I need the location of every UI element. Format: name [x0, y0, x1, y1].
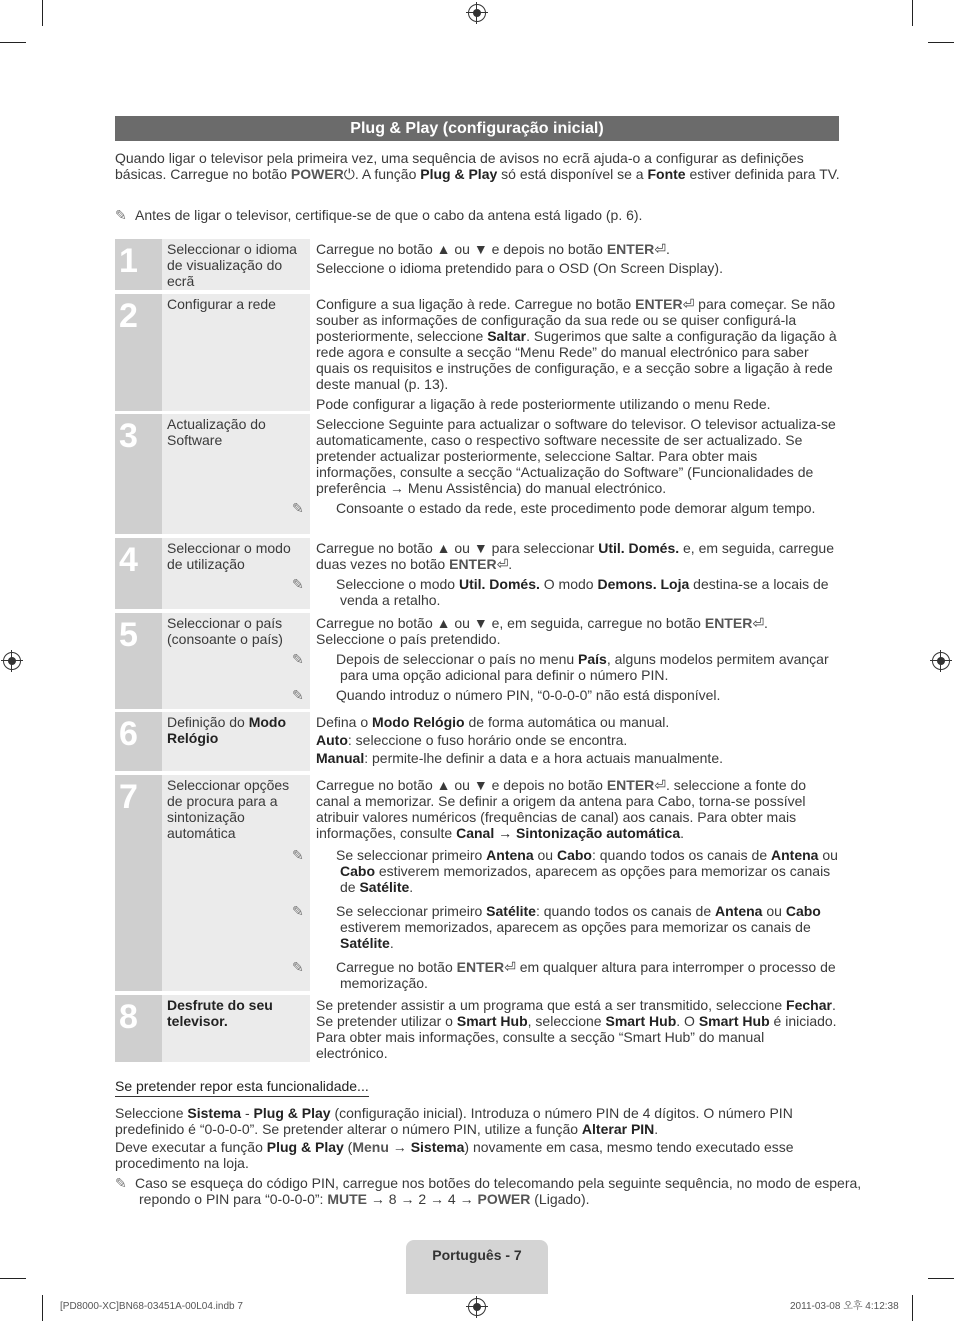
step-4: [115, 538, 839, 609]
step-description: [316, 712, 839, 766]
enter-label: ENTER: [606, 777, 655, 793]
note-text: ou: [533, 847, 557, 863]
desc-text: e, em seguida, carregue duas vezes no botão: [316, 540, 834, 572]
plug-play-label: Plug & Play: [266, 1139, 344, 1155]
desc-text: Seleccione Seguinte para actualizar o software do televisor. O televisor actualiza-se automaticamente, caso o respectivo software necessite de ser actualizado. Se pretender actualizar posteriormente, seleccione Saltar. Para obter mais informações, consulte a secção “Actualização do Software” (Funcionalidades de preferência → Menu Assistência) do manual electrónico.: [316, 416, 836, 496]
desc-text: Pode configurar a ligação à rede posteriormente utilizando o menu Rede.: [316, 396, 771, 412]
step-description: [316, 995, 839, 1061]
note-text: : quando todos os canais de: [591, 847, 772, 863]
step-label: Configurar a rede: [162, 294, 310, 411]
desc-text: Seleccione o idioma pretendido para o OSD (On Screen Display).: [316, 260, 723, 276]
cabo-label: Cabo: [785, 903, 821, 919]
pencil-icon: ✎: [115, 1175, 127, 1191]
smart-hub-label: Smart Hub: [698, 1013, 770, 1029]
satelite-label: Satélite: [486, 903, 536, 919]
desc-text: Configure a sua ligação à rede. Carregue no botão: [316, 296, 636, 312]
intro-note: [115, 207, 840, 223]
antena-label: Antena: [486, 847, 534, 863]
desc-text: , seleccione: [527, 1013, 606, 1029]
antena-label: Antena: [715, 903, 763, 919]
crop-mark: [42, 0, 43, 26]
reset-text: (: [343, 1139, 353, 1155]
desc-text: . Seleccione o país pretendido.: [316, 615, 768, 647]
enter-icon: ⏎: [654, 241, 666, 257]
reset-text: →: [388, 1139, 411, 1155]
enter-icon: ⏎: [504, 959, 516, 975]
step-number: 2: [115, 294, 162, 411]
manual-label: Manual: [316, 750, 365, 766]
note-text: ou: [762, 903, 786, 919]
note-text: O modo: [539, 576, 598, 592]
step-label: Desfrute do seu televisor.: [162, 995, 310, 1062]
pencil-icon: ✎: [115, 207, 127, 223]
desc-text: .: [666, 241, 670, 257]
mute-label: MUTE: [327, 1191, 367, 1207]
step-number: 5: [115, 613, 162, 709]
modo-relogio-label: Modo Relógio: [167, 714, 287, 746]
desc-text: Carregue no botão ▲ ou ▼ e depois no botão: [316, 777, 607, 793]
desc-text: Carregue no botão ▲ ou ▼ e, em seguida, carregue no botão: [316, 615, 705, 631]
smart-hub-label: Smart Hub: [605, 1013, 677, 1029]
cabo-label: Cabo: [340, 863, 375, 879]
registration-mark-icon: [468, 4, 486, 22]
note-text: Quando introduz o número PIN, “0-0-0-0” não está disponível.: [336, 687, 721, 703]
step-number: 8: [115, 995, 162, 1062]
registration-mark-icon: [3, 652, 21, 670]
power-icon: ⏻: [343, 166, 355, 182]
crop-mark: [42, 1295, 43, 1321]
note-text: Se seleccionar primeiro: [336, 847, 487, 863]
smart-hub-label: Smart Hub: [456, 1013, 528, 1029]
note-text: Carregue no botão: [336, 959, 457, 975]
plug-play-label: Plug & Play: [253, 1105, 331, 1121]
reset-note-text: (Ligado).: [530, 1191, 590, 1207]
pencil-icon: ✎: [292, 847, 304, 863]
step-number: 6: [115, 712, 162, 771]
step-number: 3: [115, 414, 162, 534]
note-text: : quando todos os canais de: [535, 903, 716, 919]
menu-label: Menu: [352, 1139, 389, 1155]
pencil-icon: ✎: [292, 959, 304, 975]
canal-label: Canal → Sintonização automática: [456, 825, 681, 841]
step-1: [115, 239, 839, 290]
step-number: 4: [115, 538, 162, 609]
crop-mark: [912, 1295, 913, 1321]
enter-label: ENTER: [456, 959, 505, 975]
pencil-icon: ✎: [292, 903, 304, 919]
pencil-icon: ✎: [292, 651, 304, 667]
note-text: em qualquer altura para interromper o processo de memorização.: [340, 959, 836, 991]
satelite-label: Satélite: [359, 879, 410, 895]
auto-label: Auto: [316, 732, 348, 748]
note-text: Se seleccionar primeiro: [336, 903, 487, 919]
saltar-label: Saltar: [487, 328, 527, 344]
sistema-label: Sistema: [187, 1105, 242, 1121]
modo-relogio-label: Modo Relógio: [372, 714, 465, 730]
desc-text: .: [680, 825, 685, 841]
step-7: [115, 775, 839, 991]
enter-label: ENTER: [635, 296, 683, 312]
intro-note-text: Antes de ligar o televisor, certifique-se de que o cabo da antena está ligado (p. 6).: [135, 207, 643, 223]
reset-text: Deve executar a função: [115, 1139, 267, 1155]
step-description: [316, 239, 839, 276]
step-label: [162, 712, 310, 771]
cabo-label: Cabo: [556, 847, 592, 863]
enter-label: ENTER: [606, 241, 655, 257]
desc-text: : seleccione o fuso horário onde se encontra.: [347, 732, 628, 748]
reset-paragraph-2: [115, 1139, 840, 1171]
step-label: Seleccionar opções de procura para a sintonização automática: [162, 775, 310, 991]
desc-text: é iniciado. Para obter mais informações, consulte a secção “Smart Hub” do manual electrónico.: [316, 1013, 837, 1061]
util-domes-label: Util. Domés.: [458, 576, 540, 592]
crop-mark: [928, 1278, 954, 1279]
desc-text: . Se pretender utilizar o: [316, 997, 836, 1029]
util-domes-label: Util. Domés.: [598, 540, 680, 556]
desc-text: Carregue no botão ▲ ou ▼ e depois no botão: [316, 241, 607, 257]
antena-label: Antena: [771, 847, 819, 863]
pencil-icon: ✎: [292, 500, 304, 516]
satelite-label: Satélite: [340, 935, 390, 951]
enter-icon: ⏎: [682, 296, 695, 312]
reset-text: .: [654, 1121, 659, 1137]
reset-note-text: Caso se esqueça do código PIN, carregue nos botões do telecomando pela seguinte sequência, no modo de espera, repondo o PIN para “0-0-0-0”:: [135, 1175, 862, 1207]
step-number: 1: [115, 239, 162, 290]
note-text: Consoante o estado da rede, este procedimento pode demorar algum tempo.: [336, 500, 816, 516]
step-label: Seleccionar o país (consoante o país): [162, 613, 310, 709]
desc-text: Se pretender assistir a um programa que está a ser transmitido, seleccione: [316, 997, 787, 1013]
alterar-pin-label: Alterar PIN: [581, 1121, 655, 1137]
pencil-icon: ✎: [292, 687, 304, 703]
label-text: Definição do: [167, 714, 249, 730]
crop-mark: [912, 0, 913, 26]
desc-text: Carregue no botão ▲ ou ▼ para seleccionar: [316, 540, 599, 556]
intro-text: . A função: [354, 166, 421, 182]
desc-text: . O: [676, 1013, 699, 1029]
note-text: destina-se a locais de venda a retalho.: [340, 576, 829, 608]
registration-mark-icon: [932, 652, 950, 670]
desc-text: para começar. Se não souber as informações de configuração da sua rede ou se quiser configurá-la posteriormente, seleccione: [316, 296, 836, 344]
crop-mark: [0, 42, 26, 43]
step-2: [115, 294, 839, 411]
page-number-badge: Português - 7: [406, 1240, 548, 1294]
reset-text: (configuração inicial). Introduza o número PIN de 4 dígitos. O número PIN predefinido é “0-0-0-0”. Se pretender alterar o número PIN, utilize a função: [115, 1105, 793, 1137]
intro-text: Quando ligar o televisor pela primeira vez, uma sequência de avisos no ecrã ajuda-o a configurar as definições básicas. Carregue no botão: [115, 150, 804, 182]
crop-mark: [928, 42, 954, 43]
reset-note-text: → 8 → 2 → 4 →: [367, 1191, 478, 1207]
step-6: [115, 712, 839, 771]
crop-mark: [0, 1278, 26, 1279]
note-text: estiverem memorizados, aparecem as opções para memorizar os canais de: [340, 919, 811, 935]
enter-icon: ⏎: [496, 556, 509, 572]
enter-icon: ⏎: [752, 615, 765, 631]
demons-loja-label: Demons. Loja: [597, 576, 690, 592]
note-text: ou: [818, 847, 838, 863]
desc-text: . Sugerimos que salte a configuração da ligação à rede agora e consulte a secção “Menu Rede” do manual electrónico para saber quais os requisitos e instruções de configuração, e a secção sobre a ligação à rede deste manual (p. 13).: [316, 328, 837, 392]
plug-play-label: Plug & Play: [420, 166, 498, 182]
reset-paragraph-1: [115, 1105, 840, 1137]
sistema-label: Sistema: [410, 1139, 465, 1155]
desc-text: .: [508, 556, 513, 572]
note-text: Seleccione o modo: [336, 576, 459, 592]
step-3: [115, 414, 839, 534]
note-text: Depois de seleccionar o país no menu: [336, 651, 579, 667]
step-description: [292, 414, 839, 516]
step-number: 7: [115, 775, 162, 991]
power-label: POWER: [477, 1191, 531, 1207]
step-label: Actualização do Software: [162, 414, 310, 534]
note-text: estiverem memorizados, aparecem as opções para memorizar os canais de: [340, 863, 831, 895]
step-description: [292, 613, 839, 703]
section-title: Plug & Play (configuração inicial): [115, 116, 839, 141]
step-description: [316, 294, 839, 412]
footer-filename: [PD8000-XC]BN68-03451A-00L04.indb 7: [60, 1301, 243, 1312]
enter-label: ENTER: [704, 615, 753, 631]
registration-mark-icon: [468, 1298, 486, 1316]
desc-text: de forma automática ou manual.: [464, 714, 670, 730]
power-label: POWER: [290, 166, 344, 182]
desc-text: . seleccione a fonte do canal a memorizar. Se definir a origem da antena para Cabo, torna-se possível atribuir valores numéricos (frequências de canal) aos canais. Para obter mais informações, consulte: [316, 777, 807, 841]
reset-text: Seleccione: [115, 1105, 188, 1121]
pais-label: País: [578, 651, 607, 667]
note-text: , alguns modelos permitem avançar para uma opção adicional para definir o número PIN.: [340, 651, 829, 683]
enter-label: ENTER: [449, 556, 497, 572]
desc-text: Defina o: [316, 714, 373, 730]
step-label: Seleccionar o idioma de visualização do ecrã: [162, 239, 310, 290]
reset-heading: Se pretender repor esta funcionalidade...: [115, 1078, 369, 1097]
desc-text: : permite-lhe definir a data e a hora actuais manualmente.: [364, 750, 723, 766]
note-text: .: [389, 935, 394, 951]
intro-text: estiver definida para TV.: [685, 166, 840, 182]
fechar-label: Fechar: [786, 997, 832, 1013]
intro-text: só está disponível se a: [497, 166, 648, 182]
note-text: .: [409, 879, 414, 895]
fonte-label: Fonte: [647, 166, 686, 182]
step-description: [292, 538, 839, 608]
reset-text: ) novamente em casa, mesmo tendo executado esse procedimento na loja.: [115, 1139, 794, 1171]
step-5: [115, 613, 839, 709]
reset-note: [115, 1175, 864, 1207]
step-label: Seleccionar o modo de utilização: [162, 538, 310, 609]
reset-text: -: [241, 1105, 254, 1121]
intro-paragraph: [115, 150, 840, 182]
step-8: [115, 995, 839, 1062]
enter-icon: ⏎: [654, 777, 666, 793]
step-description: [292, 775, 839, 991]
pencil-icon: ✎: [292, 576, 304, 592]
footer-timestamp: 2011-03-08 오후 4:12:38: [790, 1301, 899, 1312]
